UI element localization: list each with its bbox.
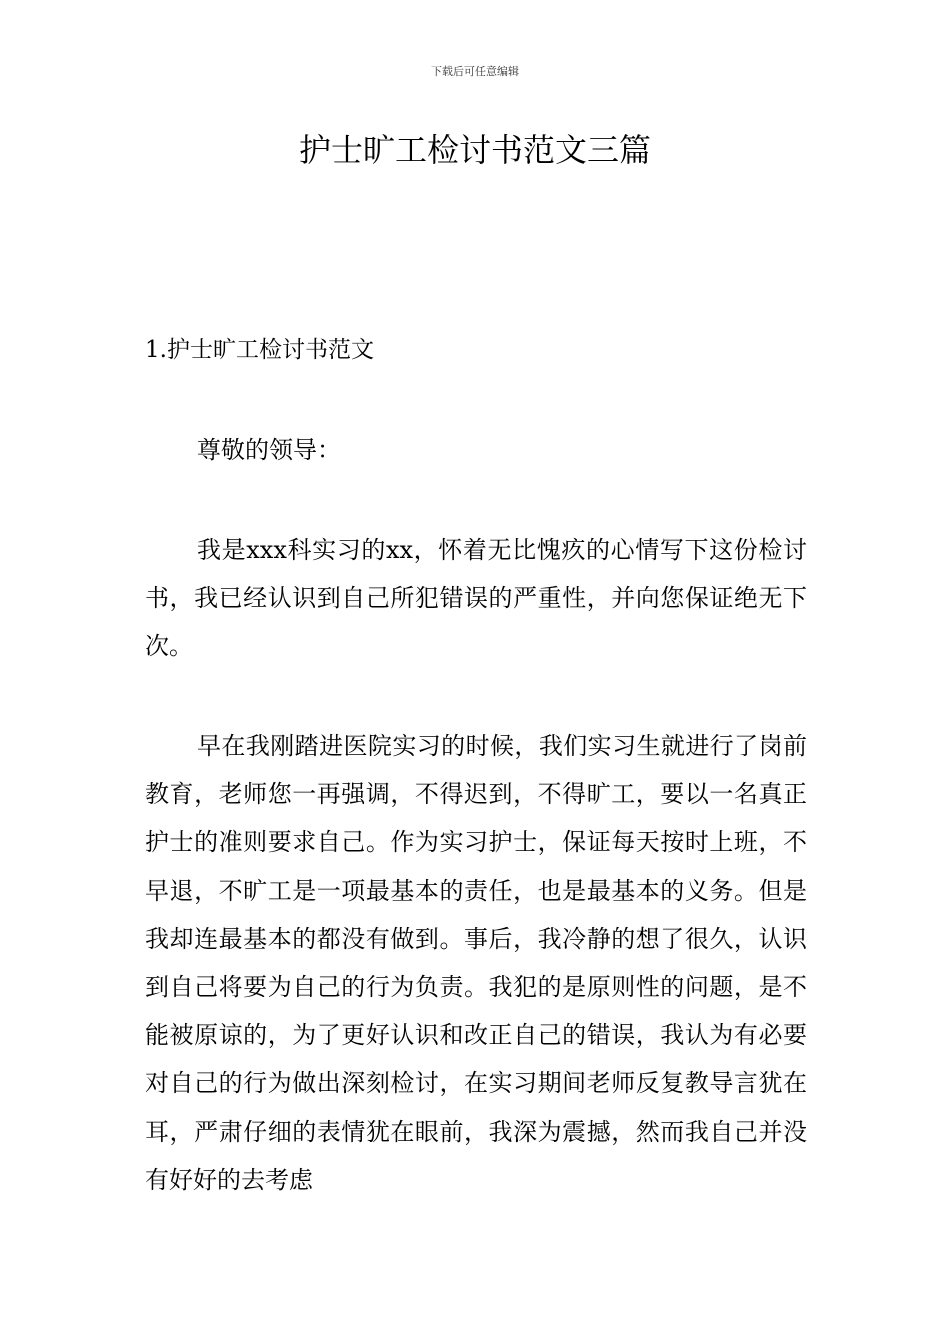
body-paragraph: 我是xxx科实习的xx，怀着无比愧疚的心情写下这份检讨书，我已经认识到自己所犯错误的严重性，并向您保证绝无下次。 [145, 536, 807, 661]
header-note: 下载后可任意编辑 [431, 65, 519, 78]
salutation: 尊敬的领导： [197, 436, 341, 464]
document-title: 护士旷工检讨书范文三篇 [298, 131, 651, 169]
section-heading: 1.护士旷工检讨书范文 [145, 337, 374, 363]
body-paragraph: 早在我刚踏进医院实习的时候，我们实习生就进行了岗前教育，老师您一再强调，不得迟到，不得旷工，要以一名真正护士的准则要求自己。作为实习护士，保证每天按时上班，不早退，不旷工是一项最基本的责任，也是最基本的义务。但是我却连最基本的都没有做到。事后，我冷静的想了很久，认识到自己将要为自己的行为负责。我犯的是原则性的问题，是不能被原谅的，为了更好认识和改正自己的错误，我认为有必要对自己的行为做出深刻检讨，在实习期间老师反复教导言犹在耳，严肃仔细的表情犹在眼前，我深为震撼，然而我自己并没有好好的去考虑 [145, 732, 807, 1194]
